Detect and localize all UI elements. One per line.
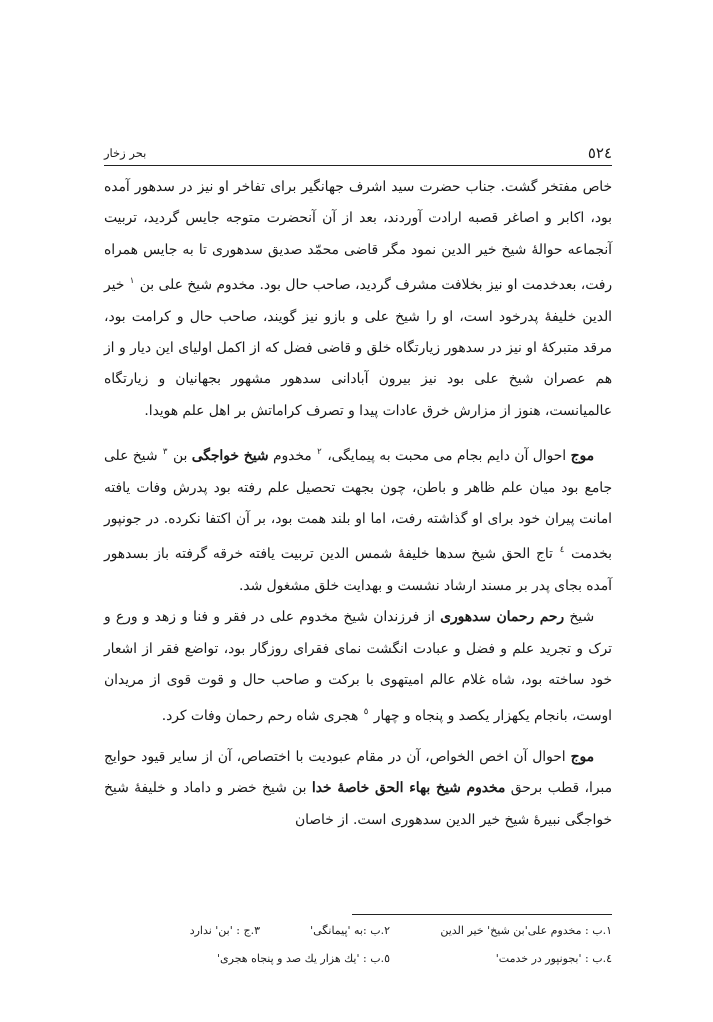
paragraph-2-text-b: مخدوم [272,448,312,465]
page-number: ٥٢٤ [587,144,612,162]
footnote-2: ٢.ب :به 'پیمانگی' [310,924,390,937]
name-khwajagi: شیخ خواجگی [191,448,269,465]
paragraph-2-text-d: شیخ علی جامع بود میان علم ظاهر و باطن، چون بجهت تحصیل علم رفته بود پدرش وفات یافته امانت پیران خود برای او گذاشته رفت، اما او بلند همت بود، بر آن اکتفا نکرده. در جونپور بخدمت [104,448,612,563]
name-rahm-rahman: رحم رحمان سدهوری [440,609,565,626]
section-lead-mowj-2: موج [570,748,594,765]
header-rule [104,165,612,166]
footnote-ref-5: ٥ [363,706,369,717]
footnote-3: ٣.ج : 'بن' ندارد [189,924,260,937]
footnote-ref-3: ٣ [162,447,168,458]
paragraph-3-text-b: از فرزندان شیخ مخدوم علی در فقر و فنا و زهد و ورع و ترک و تجرید علم و فضل و عبادت انگشت نمای فقرای روزگار بود، تواضع فقر از اشعار خود ساخته بود، شاه غلام عالم امیتهوی با برکت و صاحب حال و قوت قوی از مریدان اوست، بانجام یکهزار یکصد و پنجاه و چهار [104,609,612,724]
paragraph-4-text-b: بن شیخ خضر و داماد و خلیفهٔ شیخ خواجگی نبیرهٔ شیخ خیر الدین سدهوری است. از خاصان [104,780,612,828]
paragraph-2 [104,437,612,602]
paragraph-2-text-c: بن [172,448,188,465]
page-header [104,142,612,166]
body-text [104,172,612,836]
paragraph-2-text-a: احوال آن دایم بجام می محبت به پیمایگی، [327,448,567,465]
paragraph-3-text-c: هجری شاه رحم رحمان وفات کرد. [161,707,359,724]
paragraph-4-text-a: احوال آن اخص الخواص، آن در مقام عبودیت با اختصاص، آن از سایر قیود حوایج مبرا، قطب برحق [104,748,612,797]
section-lead-mowj: موج [570,448,595,465]
name-bahaul-haq: مخدوم شیخ بهاء الحق خاصهٔ خدا [311,780,506,797]
paragraph-1-text-cont: خیر الدین خلیفهٔ پدرخود است، او را شیخ علی و بازو نیز گویند، صاحب حال و کرامت بود، مرقد متبرکهٔ او نیز در سدهور زیارتگاه خلق و قاضی فضل که از اکمل اولیای این دیار و از هم عصران شیخ علی بود نیز بیرون آبادانی سدهور مشهور بجهانیان و زیارتگاه عالمیانست، هنوز از مزارش خرق عادات پیدا و تصرف کراماتش بر اهل علم هویدا. [104,277,612,419]
footnote-ref-4: ٤ [559,545,565,556]
footnote-1: ١.ب : مخدوم علی'بن شیخ' خیر الدین [440,924,612,937]
footnote-line-2 [104,952,612,974]
running-title: بحر زخار [104,146,147,160]
paragraph-3 [104,602,612,732]
paragraph-1-text: خاص مفتخر گشت. جناب حضرت سید اشرف جهانگیر برای تفاخر او نیز در سدهور آمده بود، اکابر و اصاغر قصبه ارادت آوردند، بعد از آن آنحضرت متوجه جایس گردید، تربیت آنجماعه حوالهٔ شیخ خیر الدین نمود مگر قاضی محمّد صدیق سدهوری تا به جایس همراه رفت، بعدخدمت او نیز بخلافت مشرف گردید، صاحب حال بود. مخدوم شیخ علی بن [104,179,612,294]
footnote-line-1 [104,924,612,946]
paragraph-2-text-e: تاج الحق شیخ سدها خلیفهٔ شمس الدین تربیت یافته خرقه گرفته باز بسدهور آمده بجای پدر بر مسند ارشاد نشست و بهدایت خلق مشغول شد. [104,546,612,594]
paragraph-4 [104,742,612,836]
footnote-rule [352,914,612,915]
footnote-ref-2: ٢ [317,447,322,458]
footnote-5: ٥.ب : 'یك هزار یك صد و پنجاه هجری' [216,952,390,965]
paragraph-3-text-a: شیخ [569,609,595,626]
footnote-4: ٤.ب : 'بجونپور در خدمت' [495,952,612,965]
footnote-ref-1: ١ [129,276,135,287]
paragraph-1 [104,172,612,427]
